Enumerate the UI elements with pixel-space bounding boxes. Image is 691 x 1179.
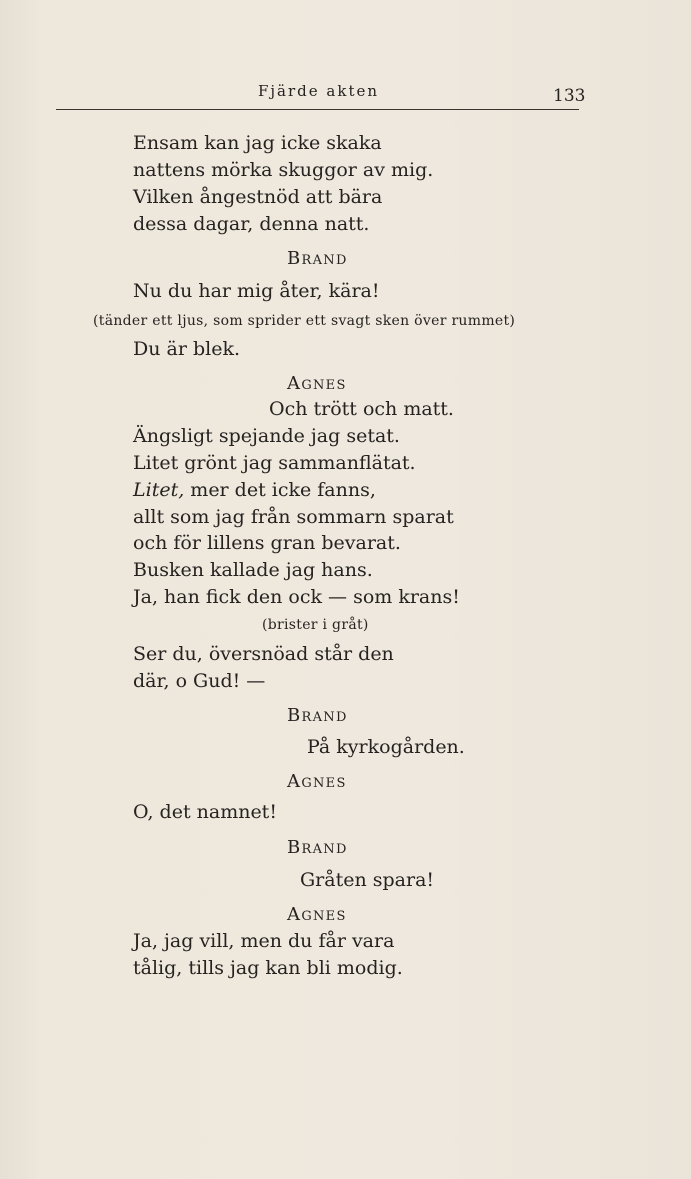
verse-line: Nu du har mig åter, kära! bbox=[133, 280, 380, 302]
verse-line: där, o Gud! — bbox=[133, 670, 266, 692]
verse-line bbox=[133, 479, 376, 501]
verse-line: Ängsligt spejande jag setat. bbox=[133, 425, 400, 447]
verse-line: Ja, han fick den ock — som krans! bbox=[133, 586, 460, 608]
verse-line: och för lillens gran bevarat. bbox=[133, 532, 401, 554]
speaker-name: BRAND bbox=[287, 248, 348, 269]
header-rule bbox=[56, 109, 579, 110]
verse-line: dessa dagar, denna natt. bbox=[133, 213, 370, 235]
verse-line: Litet grönt jag sammanflätat. bbox=[133, 452, 416, 474]
running-head-title: Fjärde akten bbox=[258, 82, 380, 100]
verse-line: Ser du, översnöad står den bbox=[133, 643, 394, 665]
verse-line: O, det namnet! bbox=[133, 801, 277, 823]
verse-line: Vilken ångestnöd att bära bbox=[133, 186, 383, 208]
page-number: 133 bbox=[553, 86, 586, 106]
stage-direction: (tänder ett ljus, som sprider ett svagt sken över rummet) bbox=[93, 313, 516, 329]
speaker-name: AGNES bbox=[287, 771, 347, 792]
speaker-name: AGNES bbox=[287, 904, 347, 925]
verse-line: Och trött och matt. bbox=[269, 398, 454, 420]
speaker-name: BRAND bbox=[287, 837, 348, 858]
verse-line: Gråten spara! bbox=[300, 869, 435, 891]
verse-line: På kyrkogården. bbox=[307, 736, 465, 758]
speaker-name: BRAND bbox=[287, 705, 348, 726]
verse-line: Ensam kan jag icke skaka bbox=[133, 132, 382, 154]
running-header bbox=[0, 82, 691, 112]
stage-direction: (brister i gråt) bbox=[262, 617, 369, 633]
verse-line: nattens mörka skuggor av mig. bbox=[133, 159, 434, 181]
verse-line-rest: mer det icke fanns, bbox=[190, 479, 376, 501]
verse-line: allt som jag från sommarn sparat bbox=[133, 506, 454, 528]
emphasized-word: Litet, bbox=[133, 479, 185, 501]
verse-line: Ja, jag vill, men du får vara bbox=[133, 930, 395, 952]
verse-line: Busken kallade jag hans. bbox=[133, 559, 373, 581]
speaker-name: AGNES bbox=[287, 373, 347, 394]
verse-line: Du är blek. bbox=[133, 338, 240, 360]
verse-line: tålig, tills jag kan bli modig. bbox=[133, 957, 403, 979]
